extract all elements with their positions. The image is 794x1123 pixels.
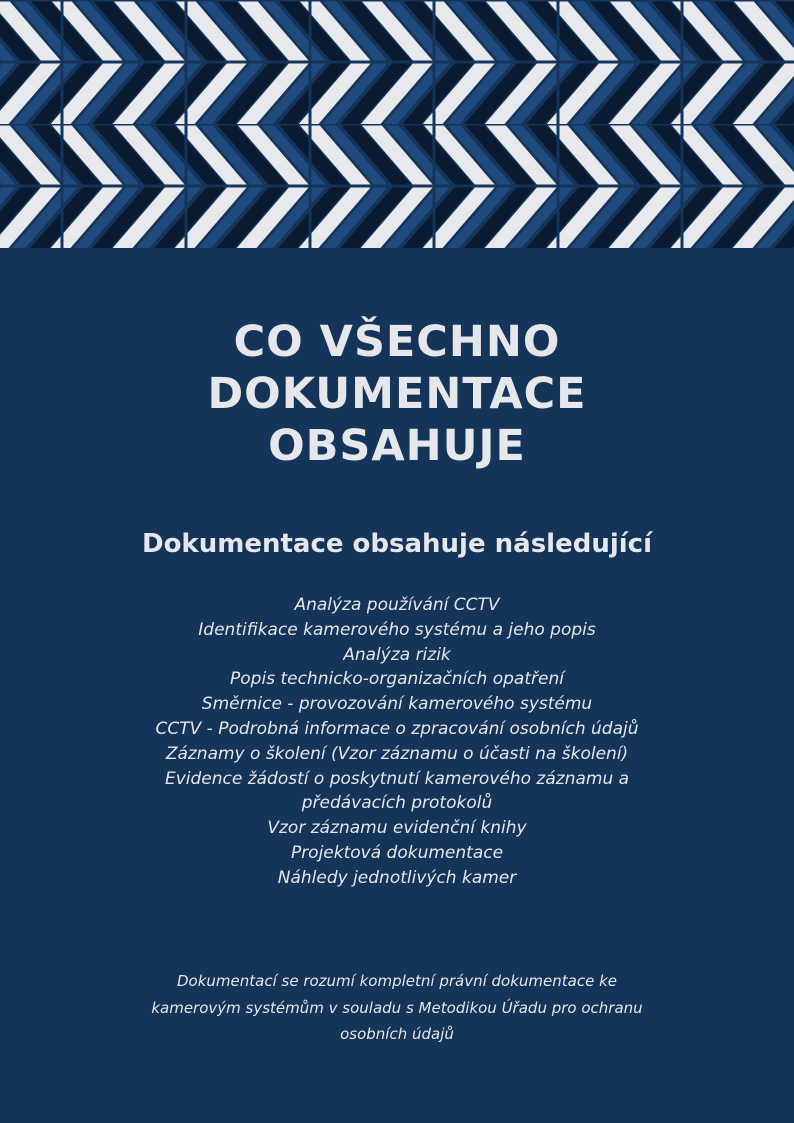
list-item: Evidence žádostí o poskytnutí kamerového záznamu a předávacích protokolů xyxy=(164,768,630,814)
list-item: Náhledy jednotlivých kamer xyxy=(277,867,517,888)
list-item: Záznamy o školení (Vzor záznamu o účasti na školení) xyxy=(165,743,629,764)
list-item: CCTV - Podrobná informace o zpracování osobních údajů xyxy=(155,718,639,739)
contents-list xyxy=(150,593,644,891)
decorative-chevron-pattern xyxy=(0,0,794,248)
list-item: Popis technicko-organizačních opatření xyxy=(230,669,564,690)
list-item: Analýza používání CCTV xyxy=(294,595,500,615)
footnote: Dokumentací se rozumí kompletní právní dokumentace ke kamerovým systémům v souladu s Metodikou Úřadu pro ochranu osobních údajů xyxy=(151,972,643,1043)
section-heading: Dokumentace obsahuje následující xyxy=(141,529,652,559)
list-item: Směrnice - provozování kamerového systému xyxy=(201,694,593,715)
title-line-2: DOKUMENTACE xyxy=(207,369,587,419)
page-title xyxy=(0,316,794,472)
list-item: Analýza rizik xyxy=(343,644,451,665)
list-item: Vzor záznamu evidenční knihy xyxy=(267,818,527,839)
list-item: Identifikace kamerového systému a jeho popis xyxy=(198,619,596,640)
title-line-1: CO VŠECHNO xyxy=(233,317,561,367)
list-item: Projektová dokumentace xyxy=(290,842,504,863)
title-line-3: OBSAHUJE xyxy=(268,421,526,471)
